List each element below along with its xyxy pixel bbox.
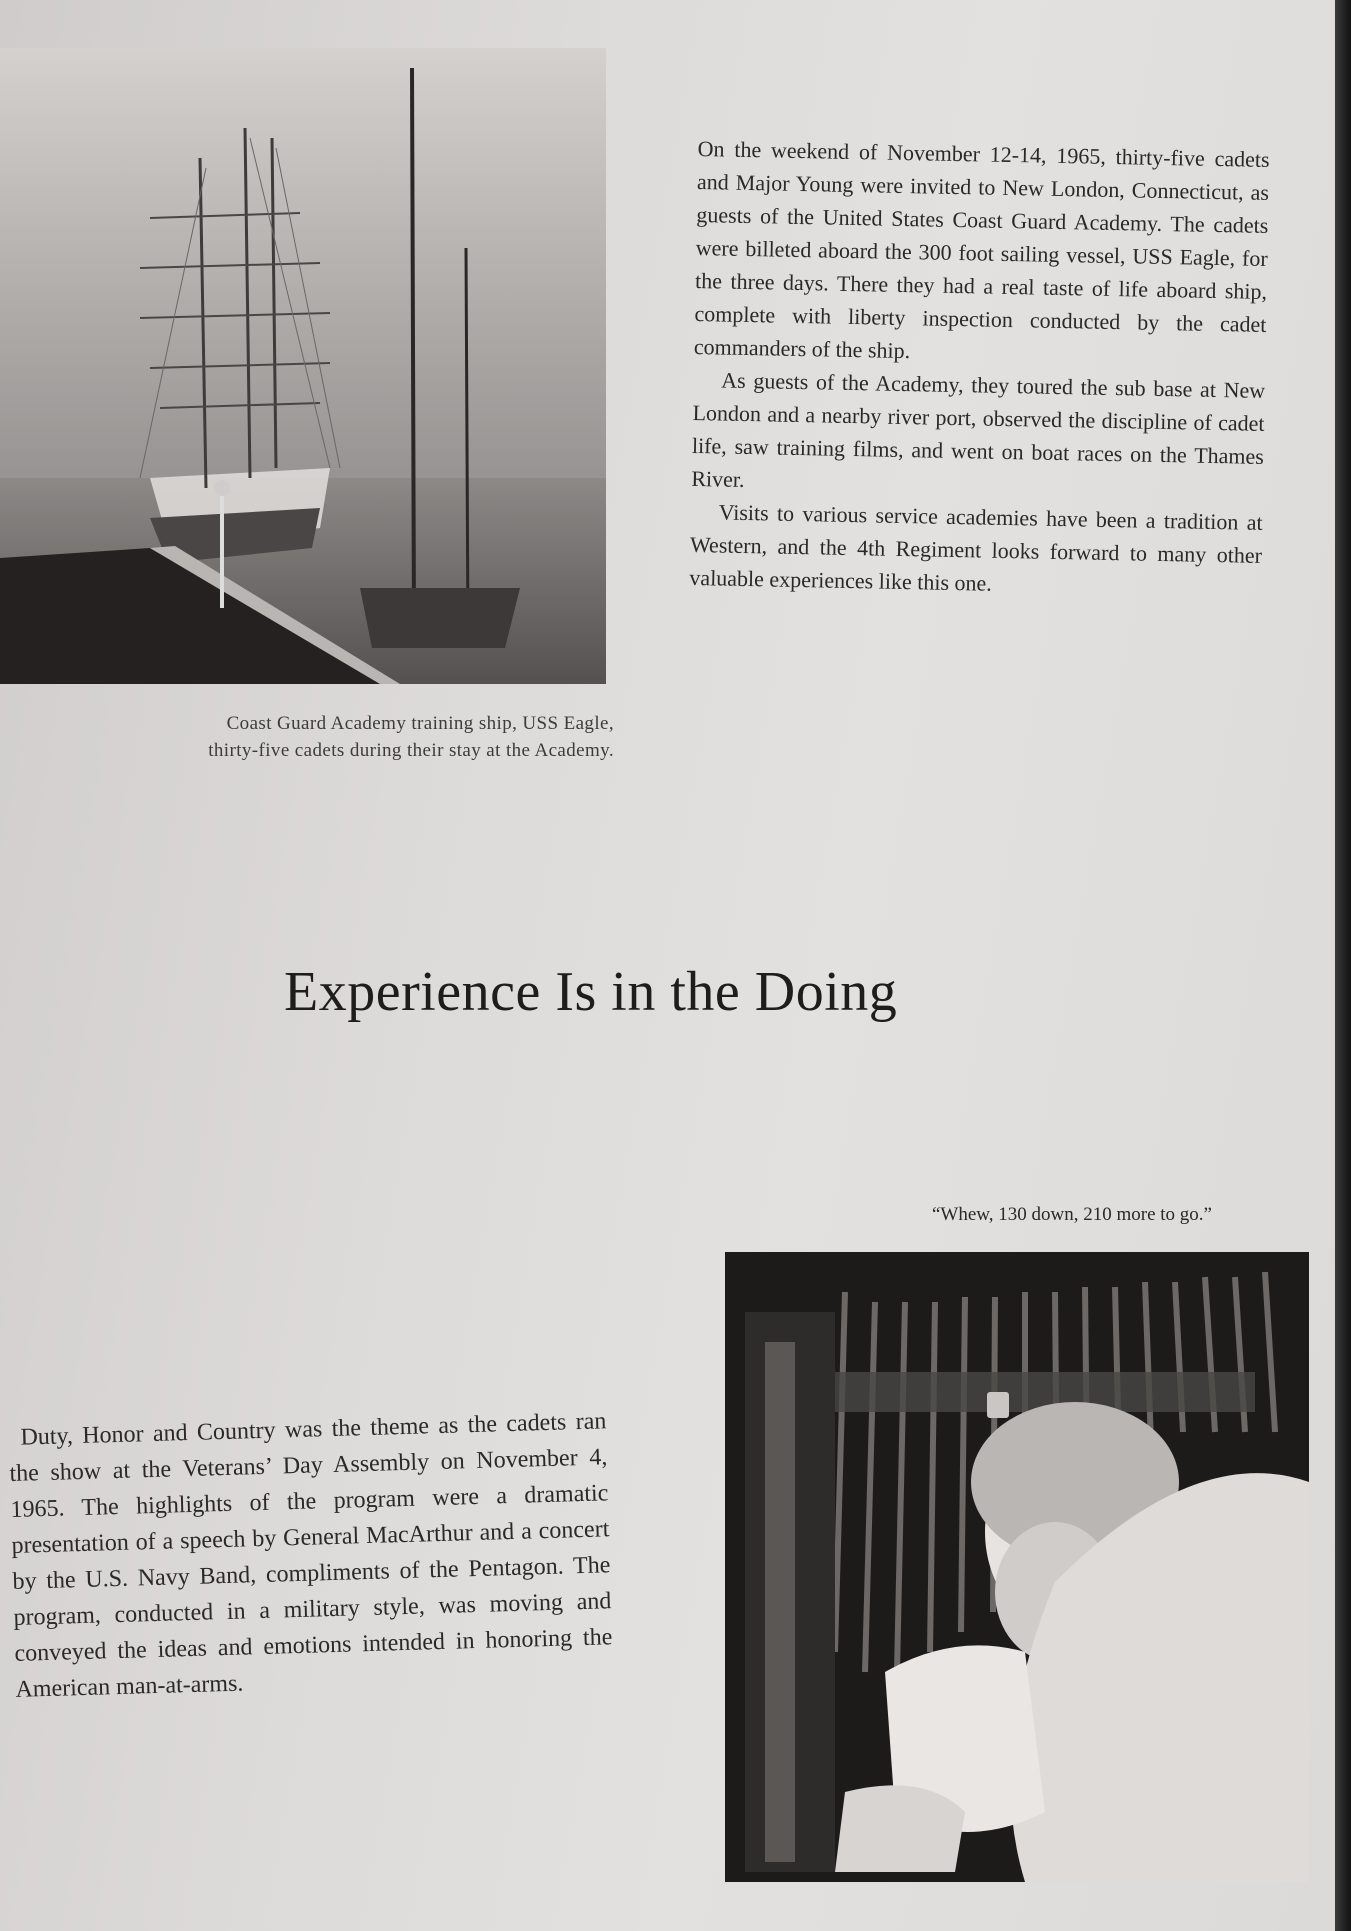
- ship-caption-line-2: thirty-five cadets during their stay at the Academy.: [208, 740, 614, 761]
- coast-guard-visit-article: [689, 132, 1270, 605]
- article-paragraph: As guests of the Academy, they toured the sub base at New London and a nearby river port, observed the discipline of cadet life, saw training films, and went on boat races on the Thames River.: [691, 367, 1266, 492]
- page-title: Experience Is in the Doing: [284, 961, 898, 1023]
- ship-photo-caption: [74, 710, 614, 764]
- article-paragraph: On the weekend of November 12-14, 1965, thirty-five cadets and Major Young were invited to New London, Connecticut, as guests of the United States Coast Guard Academy. The cadets were billeted aboard the 300 foot sailing vessel, USS Eagle, for the three days. There they had a real taste of life aboard ship, complete with liberty inspection conducted by the cadet commanders of the ship.: [693, 135, 1270, 364]
- article-paragraph: Visits to various service academies have been a tradition at Western, and the 4th Regiment looks forward to many other valuable experiences like this one.: [689, 499, 1263, 596]
- cadet-rifle-rack-photo: [725, 1252, 1309, 1882]
- veterans-day-article: Duty, Honor and Country was the theme as the cadets ran the show at the Veterans’ Day Assembly on November 4, 1965. The highlights of the program were a dramatic presentation of a speech by General MacArthur and a concert by the U.S. Navy Band, compliments of the Pentagon. The program, conducted in a military style, was moving and conveyed the ideas and emotions intended in honoring the American man-at-arms.: [9, 1408, 613, 1703]
- cadet-photo-caption: “Whew, 130 down, 210 more to go.”: [931, 1204, 1212, 1225]
- page-edge-shadow: [1335, 0, 1351, 1931]
- ship-caption-line-1: Coast Guard Academy training ship, USS Eagle,: [226, 713, 614, 734]
- uss-eagle-photo: [0, 48, 606, 684]
